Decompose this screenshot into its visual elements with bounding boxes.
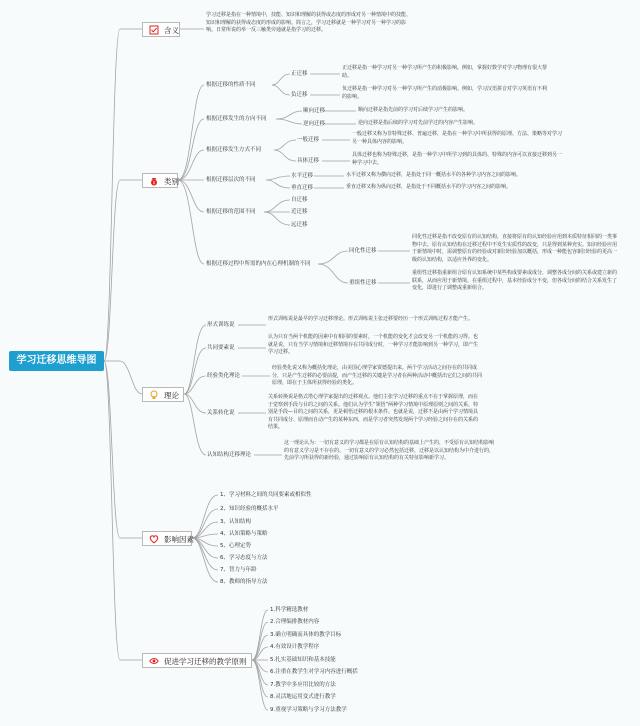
theory-generalization-text: 经验类化说又称为概括化理论，由美国心理学家贾德提出来。两个学习活动之间存在的共同成分，只是产生迁移的必要前提，而产生迁移的关键是学习者在两种活动中概括出它们之间的共同原理，即在于主体所获得经验的类化。 (272, 365, 483, 386)
branch-meaning[interactable] (142, 22, 180, 37)
factor-item[interactable]: 6、学习态度与方法 (220, 555, 268, 561)
principle-item[interactable]: 4.有效设计教学程序 (270, 644, 320, 650)
checkbox-icon (149, 25, 159, 35)
factor-item[interactable]: 8、教师的指导方法 (220, 579, 268, 585)
principle-item[interactable]: 8.灵活地运用变式进行教学 (270, 694, 336, 700)
theory-cognitive-structure-text: 这一理论认为：一切有意义的学习都是在原有认知结构的基础上产生的，不受原有认知结构影响的有意义学习是不存在的。一切有意义的学习必然包括迁移，迁移是以认知结构为中介进行的，先前学习所获得的新经验，通过影响原有认知结构的有关特征影响新学习。 (284, 440, 495, 461)
scope-item-self[interactable]: 自迁移 (291, 197, 308, 203)
principle-item[interactable]: 9.重视学习策略与学习方法教学 (270, 707, 347, 713)
specific-transfer-label[interactable]: 具体迁移 (297, 158, 320, 164)
negative-transfer-label[interactable]: 负迁移 (291, 92, 308, 98)
factor-item[interactable]: 4、认知策略与策略 (220, 531, 268, 537)
theory-formal-discipline-text: 形式训练说是最早的学习迁移理论。形式训练说主张迁移要经历一个形式训练过程才能产生。 (268, 316, 474, 322)
category-nature-label[interactable]: 根据迁移的性质不同 (206, 82, 256, 88)
theory-generalization-label[interactable]: 经验类化理论 (207, 373, 241, 379)
principle-item[interactable]: 1.科学精选教材 (270, 607, 309, 613)
category-direction-label[interactable]: 根据迁移发生的方向不同 (206, 116, 267, 122)
general-transfer-text: 一般迁移又称为非特殊迁移、普遍迁移，是指在一种学习中所获得的原理、方法、策略等对学习另一种具体内容的影响。 (352, 131, 563, 145)
bag-icon (149, 176, 159, 186)
vertical-transfer-label[interactable]: 垂直迁移 (291, 185, 314, 191)
specific-transfer-text: 具体迁移也称为特殊迁移，是指一种学习中所学习到的具体的、特殊的内容可以直接迁移到另一种学习中去。 (352, 152, 563, 166)
scope-item-near[interactable]: 近迁移 (291, 209, 308, 215)
theory-identical-elements-text: 认为只有当两个机能的因素中有相同的要素时，一个机能的变化才会改变另一个机能的习得。也就是说，只有当学习情境和迁移情境存在共同成分时，一种学习才能影响到另一种学习，即产生学习迁移。 (268, 334, 479, 355)
branch-category[interactable] (142, 173, 178, 188)
assimilative-transfer-text: 同化性迁移是指不改变原有的认知结构，直接将原有的认知经验应用到本质特征相同的一类事物中去。原有认知结构在迁移过程中不发生实质性的改变，只是得到某种充实。知识经验应用于新情境中时，需调整原有的经验或对新旧经验加以概括，形成一种能包容新旧经验的更高一级的认知结构，以适应外界的变化。 (412, 234, 618, 263)
branch-factors-label: 影响因素 (164, 535, 194, 544)
branch-category-label: 类别 (164, 177, 179, 186)
recombinative-transfer-text: 重组性迁移指重新组合原有认知系统中某些构成要素或成分，调整各成分间的关系或建立新的联系，从而应用于新情境。在重组过程中，基本经验成分不变，但各成分间的结合关系发生了变化，即进行了调整或重新组合。 (412, 270, 618, 291)
factor-item[interactable]: 7、智力与年龄 (220, 567, 257, 573)
branch-theory[interactable] (142, 387, 184, 402)
assimilative-transfer-label[interactable]: 同化性迁移 (349, 248, 377, 254)
general-transfer-label[interactable]: 一般迁移 (297, 137, 320, 143)
branch-factors[interactable] (142, 531, 192, 546)
root-node[interactable]: 学习迁移思维导图 (9, 351, 104, 371)
meaning-text: 学习迁移是指在一种情境中，技能、知识和理解的获得或态度的形成对另一种情境中的技能、知识和理解的获得或态度的形成的影响。简言之，学习迁移就是一种学习对另一种学习的影响。日常所说的举一反三触类旁通就是指学习的迁移。 (206, 12, 412, 33)
branch-meaning-label: 含义 (164, 26, 179, 35)
branch-theory-label: 理论 (164, 391, 179, 400)
eye-icon (149, 656, 159, 666)
theory-transposition-label[interactable]: 关系转化说 (207, 410, 235, 416)
principle-item[interactable]: 3.确立明确而具体的教学目标 (270, 632, 342, 638)
principle-item[interactable]: 2.合理编排教材内容 (270, 619, 320, 625)
factor-item[interactable]: 3、认知结构 (220, 519, 251, 525)
positive-transfer-text: 正迁移是指一种学习对另一种学习所产生的积极影响。例如，掌握好数学对学习物理有很大帮助。 (342, 65, 548, 79)
theory-identical-elements-label[interactable]: 共同要素说 (207, 345, 235, 351)
factor-item[interactable]: 5、心理定势 (220, 543, 251, 549)
forward-transfer-text: 顺向迁移是指先前的学习对后续学习产生的影响。 (358, 107, 469, 113)
category-level-label[interactable]: 根据迁移层次的不同 (206, 177, 256, 183)
factor-item[interactable]: 2、知识经验的概括水平 (220, 506, 279, 512)
scope-item-far[interactable]: 远迁移 (291, 222, 308, 228)
category-mode-label[interactable]: 根据迁移发生方式不同 (206, 147, 262, 153)
theory-transposition-text: 关系转换说是格式塔心理学家提出的迁移观点。他们主张学习迁移的重点不在于掌握原理，而在于觉察到手段与目的之间的关系。他们认为学生“领悟”两种学习情境中原理原则之间的关系，特别是手段—目的之间的关系，更是顿悟迁移的根本条件。也就是说，迁移不是由两个学习情境具有共同成分、原理而自动产生的某种东西，而是学习者突然发现两个学习经验之间存在的关系的结果。 (268, 394, 479, 430)
factor-item[interactable]: 1、学习材料之间的共同要素或相似性 (220, 492, 312, 498)
horizontal-transfer-text: 水平迁移又称为横向迁移，是指处于同一概括水平的各种学习内容之间的影响。 (346, 172, 522, 178)
horizontal-transfer-label[interactable]: 水平迁移 (291, 173, 314, 179)
category-cognitive-label[interactable]: 根据迁移过程中所需的内在心理机制的不同 (206, 261, 311, 267)
positive-transfer-label[interactable]: 正迁移 (291, 71, 308, 77)
theory-formal-discipline-label[interactable]: 形式训练说 (207, 322, 235, 328)
category-scope-label[interactable]: 根据迁移的范围不同 (206, 209, 256, 215)
branch-principles[interactable] (142, 653, 252, 668)
recombinative-transfer-label[interactable]: 重组性迁移 (349, 280, 377, 286)
vertical-transfer-text: 垂直迁移又称为纵向迁移，是指处于不同概括水平的学习内容之间的影响。 (346, 184, 512, 190)
theory-cognitive-structure-label[interactable]: 认知结构迁移理论 (207, 452, 252, 458)
branch-principles-label: 促进学习迁移的教学原则 (164, 657, 247, 666)
lightbulb-icon (149, 390, 159, 400)
backward-transfer-text: 逆向迁移是指后续的学习对先前学过的内容产生影响。 (358, 120, 479, 126)
principle-item[interactable]: 7.教学中多应用比较的方法 (270, 682, 336, 688)
heart-icon (149, 534, 159, 544)
negative-transfer-text: 负迁移是指一种学习对另一种学习所产生的消极影响。例如，学习汉语拼音对学习英语有不利的影响。 (342, 86, 548, 100)
principle-item[interactable]: 6.注重在教学生对学习内容进行概括 (270, 669, 358, 675)
forward-transfer-label[interactable]: 顺向迁移 (303, 108, 326, 114)
principle-item[interactable]: 5.扎实基础知识和基本技能 (270, 657, 336, 663)
svg-text:$: $ (152, 180, 156, 185)
backward-transfer-label[interactable]: 逆向迁移 (303, 121, 326, 127)
